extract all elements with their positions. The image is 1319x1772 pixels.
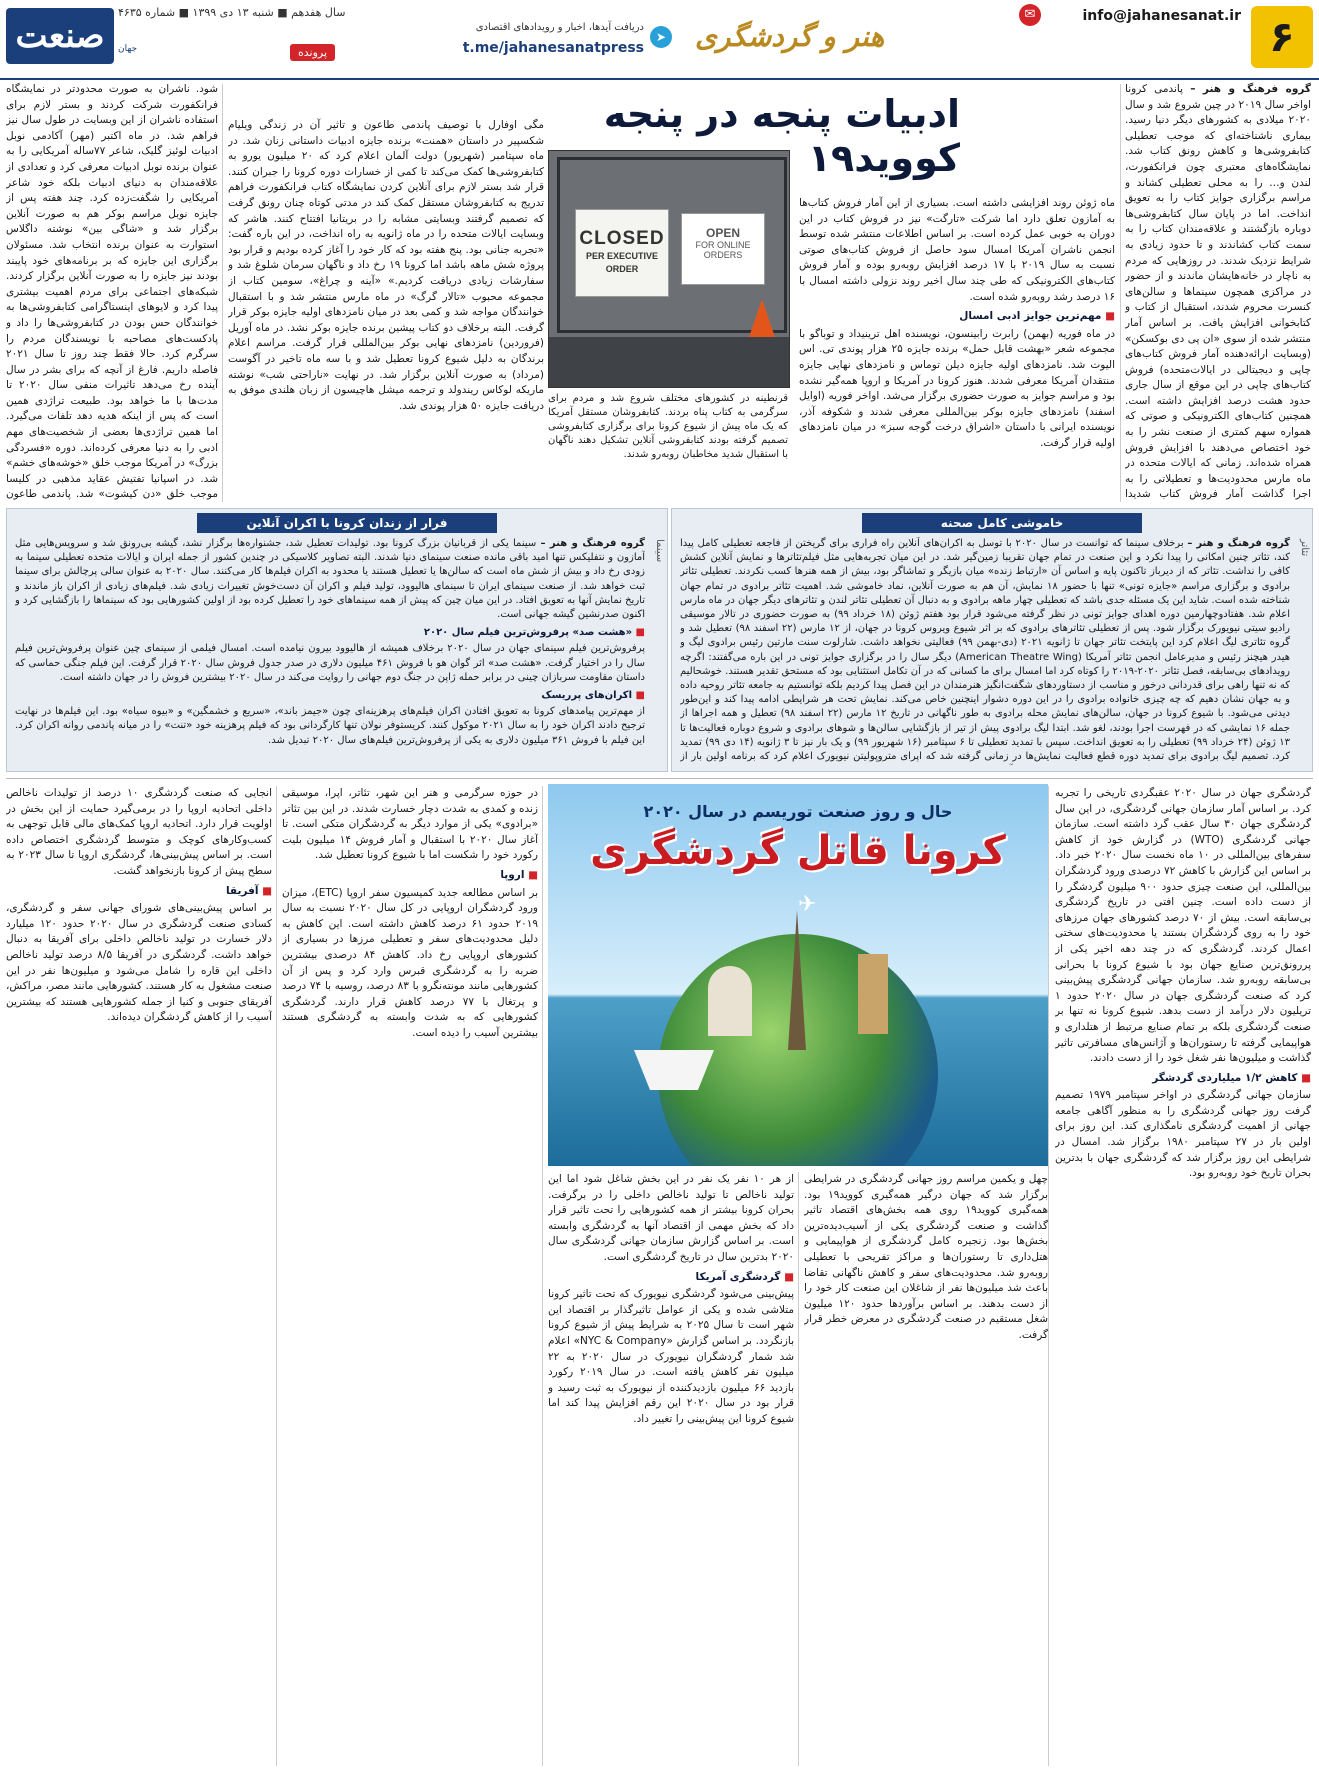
article-text-4: شود. ناشران به صورت محدودتر در نمایشگاه فرانکفورت شرکت کردند و بستر لازم برای استفاده ناشران از این وبسایت در طول سال نیز فراهم شد. در ماه اکتبر (مهر) آکادمی نوبل ادبیات لوئیز گلیک، شاعر ۷۷ساله آمریکایی را به عنوان برنده نوبل ادبیات معرفی کرد و تعدادی از علاقه‌مندان به دنیای ادبیات بلکه خود شاعر آمریکایی را شگفت‌زده کرد. چند هفته پس از جایزه نوبل مراسم بوکر هم به صورت آنلاین برگزار شد و «شاگی بین» نوشته داگلاس استوارت به عنوان برنده انتخاب شد. مسئولان برگزاری این جایزه که بر برنامه‌های خود پایبند بودند نیز جایزه را به صورت آنلاین برگزار کردند. شبکه‌های اجتماعی برای مردم اهمیت بیشتری پیدا کرد و لایوهای اینستاگرامی کتابفروشی‌ها به خوانندگان حس بودن در کتابفروشی‌ها را داد و پادکست‌های مصاحبه با نویسندگان مردم را سرگرم کرد. حالا فقط چند روز تا سال ۲۰۲۱ فاصله داریم. فارغ از آنچه که برای بشر در سال آینده رخ می‌دهد تاثیرات منفی سال ۲۰۲۰ تا مدت‌ها با ما خواهد بود. طبیعت تراژدی همین است که پس از اینکه هدیه دهد تلفات می‌گیرد. اما همین تراژدی‌ها بعضی از شخصیت‌های مهم ادبی را به دنیا معرفی کرده‌اند. دوره «فسردگی بزرگ» در آمریکا موجب خلق «خوشه‌های خشم» شد. در اسپانیا تفتیش عقاید مذهبی در کلیسا موجب خلق «دن کیشوت» شد. پاندمی طاعون	[6, 83, 218, 501]
telegram-icon: ➤	[650, 26, 672, 48]
tourism-subheading-america: ■ گردشگری آمریکا	[548, 1270, 794, 1286]
article-column-4	[6, 82, 218, 502]
column-divider	[542, 786, 543, 1766]
issue-info: سال هفدهم ■ شنبه ۱۳ دی ۱۳۹۹ ■ شماره ۴۶۳۵	[118, 6, 346, 19]
cinema-subheading-1: ■ «هشت صد» پرفروش‌ترین فیلم سال ۲۰۲۰	[15, 626, 645, 640]
article-text-1: پاندمی کرونا اواخر سال ۲۰۱۹ در چین شروع شد و سال ۲۰۲۰ میلادی به کشورهای دیگر دنیا رسید. بیماری ناشناخته‌ای که موجب تعطیلی کتابفروشی‌ها و کاهش رونق کتاب شد. نمایشگاه‌های معتبری چون فرانکفورت، لندن و… را به محلی تعطیلی کشاند و مراسم برگزاری جوایز کتاب را به تعویق انداخت. اما در پایان سال کتابفروشی‌ها دوباره بازگشتند و علاقه‌مندان کتاب را به سمت کتاب کشاندند و تا حدود زیادی به شرایط نزدیک شدند. در روزهایی که مردم به ناچار در خانه‌هایشان ماندند و از حضور در مراکزی همچون سینماها و سالن‌های کنسرت محروم شدند، استقبال از کتاب و کتابخوانی افزایش یافت. بر اساس آمار منتشر شده از سوی «ان پی دی بوکسکن» (وبسایت ارائه‌دهنده آمار فروش کتاب‌های چاپی و دیجیتالی در ایالات‌متحده) فروش کتاب‌های چاپی در این موقع از سال جاری حدود هشت درصد افزایش داشته است. همچنین کتاب‌های الکترونیکی و صوتی که همواره سهم کمتری از صنعت نشر را به خود اختصاص می‌دهند با افزایش فروش همراه شده‌اند. زمانی که ایالات متحده در ماه مارس محدودیت‌ها و تعطیلاتی را به اجرا گذاشت آمار فروش کتاب شدیدا	[1125, 83, 1311, 501]
tourism-text-4b: بر اساس مطالعه جدید کمیسیون سفر اروپا (ETC)، میزان ورود گردشگران اروپایی در کل سال ۲۰۲۰ نسبت به سال ۲۰۱۹ حدود ۶۱ درصد کاهش داشته است. این کاهش به دلیل محدودیت‌های سفر و تعطیلی مرزها در بسیاری از کشورهای اروپایی رخ داد. کاهش ۸۴ درصدی بیشترین ضربه را به گردشگری قبرس وارد کرد و پس از آن کشورهایی مانند مونته‌نگرو با ۸۳ درصد، روسیه با ۷۴ درصد و پرتغال با ۷۷ درصد کاهش قرار دارند. گردشگری کشورهایی که به شدت وابسته به گردشگری هستند بیشترین آسیب را دیده است.	[282, 886, 538, 1039]
closed-store-photo	[548, 150, 790, 388]
closed-sign-subtitle: PER EXECUTIVE ORDER	[585, 251, 659, 274]
column-divider	[276, 786, 277, 1766]
tourism-banner	[548, 784, 1048, 1166]
cinema-text: سینما یکی از قربانیان بزرگ کرونا بود. تولیدات تعطیل شد، جشنواره‌ها برگزار نشد، گیشه بی‌رونق شد و سرویس‌هایی مثل آمازون و نتفلیکس تنها امید باقی مانده صنعت سینمای دنیا شدند. البته تصاویر کلاسیکی در چندین کشور از جمله ایران و ایالات متحده تعطیلی سینما به زودی رخ داد و بیش از شش ماه است که سالن‌ها یا تعطیل هستند یا محدود به اکران فیلم‌ها کار می‌کنند. سال ۲۰۲۰ به عنوان سالی پرچالش برای سینما ثبت خواهد شد. از صنعت سینمای ایران تا سینمای هالیوود، تولید فیلم و اکران آن دست‌خوش تغییرات زیادی شد. فیلم‌های زیادی از اکران باز ماندند و تاریخ نمایش آنها به تعویق افتاد. در این میان چین که پیش از همه سینماهای خود را تعطیل کرده بود از اولین کشورهایی بود که سینماها را بازگشایی کرد و اکنون صدرنشین گیشه جهانی است.	[15, 538, 645, 621]
banner-title: کرونا قاتل گردشگری	[590, 828, 1006, 874]
landmark-illustration	[858, 954, 888, 1034]
main-headline: ادبیات پنجه در پنجه کووید۱۹	[603, 92, 960, 180]
article-column-1	[1125, 82, 1311, 502]
tourism-subheading-europe: ■ اروپا	[282, 868, 538, 884]
open-sign-title: OPEN	[705, 226, 740, 240]
tourism-column-4	[282, 786, 538, 1766]
article-column-3	[228, 118, 544, 502]
theatre-box-title: خاموشی کامل صحنه	[862, 513, 1142, 533]
email-icon: ✉	[1019, 4, 1041, 26]
tourism-text-4: در حوزه سرگرمی و هنر این شهر، تئاتر، اپرا، موسیقی زنده و کمدی به شدت دچار خسارت شدند. در این بین تئاتر «برادوی» یکی از موارد دیگر به گردشگران متکی است. تا آغاز سال ۲۰۲۰ با استقبال و آمار فروش ۱۴ میلیون بلیت رکورد خود را شکست اما با شیوع کرونا تعطیل شد.	[282, 787, 538, 862]
column-divider	[798, 1172, 799, 1766]
tourism-subheading-africa: ■ آفریقا	[6, 884, 272, 900]
closed-sign-title: CLOSED	[579, 228, 665, 249]
tourism-text-1: گردشگری جهان در سال ۲۰۲۰ عقبگردی تاریخی را تجربه کرد. بر اساس آمار سازمان جهانی گردشگری، در این سال گردشگری جهان ۳۰ سال عقب گرد داشته است. سازمان جهانی گردشگری (WTO) در گزارش خود از کاهش سفرهای بین‌المللی در ۱۰ ماه نخست سال ۲۰۲۰ خبر داد. بر اساس این گزارش با کاهش ۷۲ درصدی ورود گردشگران بین‌المللی، این صنعت چیزی حدود ۹۰۰ میلیون گردشگر را از دست داده است. چنین افتی در تاریخ گردشگری بی‌سابقه است. بیش از ۷۰ درصد کشورهای جهان مرزهای خود را به روی گردشگران بستند یا محدودیت‌های سختی اعمال کردند. گردشگری که در چند دهه اخیر یکی از پررونق‌ترین صنایع جهان بود با شیوع کرونا با بحرانی بی‌سابقه روبه‌رو شد. سازمان جهانی گردشگری پیش‌بینی کرد که صنعت گردشگری جهان در سال ۲۰۲۰ حدود ۱ تریلیون دلار درآمد از دست بدهد. شیوع کرونا نه تنها بر صنعت گردشگری بلکه بر تمام صنایع مرتبط از هتلداری و هواپیمایی گرفته تا رستوران‌ها و آژانس‌های مسافرتی تاثیر گذاشت و میلیون‌ها نفر شغل خود را از دست دادند.	[1055, 787, 1311, 1065]
open-sign-subtitle: FOR ONLINE ORDERS	[695, 240, 751, 260]
side-boxes	[0, 508, 1319, 774]
theatre-box	[671, 508, 1313, 772]
subheading-literary-awards: ■ مهم‌ترین جوایز ادبی امسال	[799, 309, 1115, 325]
telegram-text: دریافت آیدها، اخبار و رویدادهای اقتصادی	[475, 22, 644, 33]
tourism-text-5: انجایی که صنعت گردشگری ۱۰ درصد از تولیدات ناخالص داخلی اتحادیه اروپا را در برمی‌گیرد حمایت از این بخش در اولویت قرار دارد. اتحادیه اروپا کمک‌های مالی قابل توجهی به کسب‌وکارهای کوچک و متوسط گردشگری اختصاص داده است. بر اساس پیش‌بینی‌ها، گردشگری اروپا تا سال ۲۰۲۳ به سطح پیش از کرونا بازنخواهد گشت.	[6, 787, 272, 877]
tourism-text-2: چهل و یکمین مراسم روز جهانی گردشگری در شرایطی برگزار شد که جهان درگیر همه‌گیری کووید۱۹ بود. همه‌گیری کووید۱۹ روی همه بخش‌های اقتصاد تاثیر گذاشت و صنعت گردشگری یکی از آسیب‌دیده‌ترین بخش‌ها بود. زنجیره کامل گردشگری از هواپیمایی و هتل‌داری تا رستوران‌ها و مراکز تفریحی با تعطیلی روبه‌رو شد. محدودیت‌های سفر و کاهش ناگهانی تقاضا باعث شد میلیون‌ها نفر از شاغلان این صنعت کار خود را از دست بدهند. بر اساس برآوردها حدود ۱۲۰ میلیون شغل مستقیم در صنعت گردشگری در معرض خطر قرار گرفت.	[804, 1173, 1048, 1341]
tourism-column-2	[804, 1172, 1048, 1766]
page-number: ۶	[1251, 6, 1313, 68]
theatre-text: برخلاف سینما که توانست در سال ۲۰۲۰ با توسل به اکران‌های آنلاین راه فراری برای گریختن از فاجعه تعطیلی کامل پیدا کند، تئاتر چنین امکانی را پیدا نکرد و این صنعت در تمام جهان تقریبا زمین‌گیر شد. در این میان تجربه‌هایی مثل فیلم‌تئاترها و نمایش آنلاین کشش کافی را نداشت. تئاتر که از دیرباز تاکنون پایه و اساس آن «ارتباط زنده» میان بازیگر و تماشاگر بود، بیش از همه هنرها کسب نکردند. تعطیلی تئاتر برادوی و برگزاری مراسم «جایزه تونی» تنها با حضور ۱۸ نمایش، آن هم به صورت آنلاین، نماد خاموشی شد. اهمیت تئاتر برادوی در تمام جهان شناخته شده است. شاید این یک مسئله جدی باشد که تعطیلی چهار ماهه برادوی و به دنبال آن تعطیلی تئاتر لندن و تئاترهای دیگر جهان در ماه مارس اعلام شد. هفتادوچهارمین دوره اهدای جوایز تونی در نظر گرفته می‌شود قرار بود هفتم ژوئن (۱۸ خرداد ۹۹) به صورت حضوری در تالار موسیقی رادیو سیتی نیویورک برگزار شود. پس از تعطیلی تئاترهای برادوی که بر اثر شیوع ویروس کرونا در جهان، از ۱۲ مارس (۲۲ اسفند ۹۸) تعطیل شد و گروه تئاتری لیگ اعلام کرد این پایتخت تئاتر جهان تا ژانویه ۲۰۲۱ (دی-بهمن ۹۹) فعالیتی نخواهد داشت. شارلوت سنت مارتین رئیس برادوی لیگ و هیدر هیچنز رئیس و مدیرعامل انجمن تئاتر آمریکا (American Theatre Wing) دیگر سال را در برگزاری جوایز تونی در این باره می‌گفتند: اگرچه رویدادهای بی‌سابقه، فصل تئاتر ۲۰۲۰-۲۰۱۹ را کوتاه کرد اما امسال برای ما کسانی که در آن تکامل استثنایی بود که مستحق تقدیر هستند. خوشحالیم که نه تنها راهی برای قدردانی درخور و مناسب از دستاوردهای شگفت‌انگیز هنرمندان در این فصل پیدا کردیم بلکه توانستیم به جامعه تئاتر روحیه داده و به جهان نشان دهیم که چه چیزی خانواده برادوی را در این دوره دشوار اینچنین خاص می‌کند. نمایش تحت هر شرایطی ادامه پیدا کند و این‌طور دیدنی می‌شود. با شیوع کرونا در جهان، سالن‌های نمایش محله برادوی به طور ناگهانی در تاریخ ۱۲ مارس (۲۲ اسفند ۹۸) تعطیل و همه اجراها از جمله ۱۶ نمایشی که در فهرست اجرا بودند، لغو شد. ابتدا لیگ برادوی پیش از تیر از بازگشایی سالن‌ها و شوهای برادوی و شروع دوباره فعالیت‌ها تا ۱۳ ژوئن (۲۴ خرداد ۹۹) تعطیلی را به تعویق انداخت. سپس با تمدید تعطیلی تا ۶ سپتامبر (۱۶ شهریور ۹۹) و یک بار نیز تا ۳ ژانویه (۱۴ دی ۹۹) تمدید کرد. تصمیم لیگ برادوی برای تمدید دوره قطع فعالیت نمایش‌ها در زمانی گرفته شد که اپرای متروپولیتن نیویورک اعلام کرد که برنامه اولین بار از	[680, 538, 1290, 763]
section-logo: هنر و گردشگری	[695, 20, 885, 53]
sidewalk	[549, 337, 789, 387]
cinema-text-3: از مهم‌ترین پیامدهای کرونا به تعویق افتادن اکران فیلم‌های پرهزینه‌ای چون «جیمز باند»، «سریع و خشمگین» و «بیوه سیاه» بود. این فیلم‌ها در نهایت ترجیح دادند اکران خود را به سال ۲۰۲۱ موکول کنند. کریستوفر نولان تنها کارگردانی بود که فیلم پرهزینه خود «تنت» را در میانه پاندمی روانه اکران کرد. این فیلم با فروش ۳۶۱ میلیون دلاری به یکی از پرفروش‌ترین فیلم‌های سال ۲۰۲۰ تبدیل شد.	[15, 706, 645, 746]
email-address[interactable]: info@jahanesanat.ir	[1082, 8, 1241, 24]
dossier-badge: پرونده	[290, 44, 335, 61]
tourism-text-3: از هر ۱۰ نفر یک نفر در این بخش شاغل شود اما این تولید ناخالص تا تولید ناخالص داخلی را در برگرفت. بحران کرونا بیشتر از همه کشورهایی را تحت تاثیر قرار داد که بخش مهمی از اقتصاد آنها به گردشگری وابسته است. بر اساس گزارش سازمان جهانی گردشگری سال ۲۰۲۰ بدترین سال در تاریخ گردشگری است.	[548, 1173, 794, 1263]
cinema-lead: گروه فرهنگ و هنر –	[540, 538, 645, 549]
section-divider	[6, 778, 1313, 779]
column-divider	[1048, 786, 1049, 1766]
cinema-box	[6, 508, 668, 772]
column-divider	[222, 84, 223, 502]
theatre-side-label: تئاتر	[1299, 539, 1310, 557]
cinema-text-2: پرفروش‌ترین فیلم سینمای جهان در سال ۲۰۲۰ برخلاف همیشه از هالیوود بیرون نیامده است. امسال فیلمی از سینمای چین عنوان پرفروش‌ترین فیلم سال را در اختیار گرفت. «هشت صد» اثر گوان هو با فروش ۴۶۱ میلیون دلاری در صدر جدول فروش سال ۲۰۲۰ قرار گرفت. این فیلم جنگی حماسی که داستان مقاومت سربازان چینی در برابر حمله ژاپن در جنگ دوم جهانی را روایت می‌کند در سال ۲۰۲۰ بیشترین فروش را در جهان داشته است.	[15, 643, 645, 683]
tourism-column-3	[548, 1172, 794, 1766]
tourism-text-3b: پیش‌بینی می‌شود گردشگری نیویورک که تحت تاثیر کرونا متلاشی شده و یکی از عوامل تاثیرگذار بر اقتصاد این شهر است تا سال ۲۰۲۵ به شرایط پیش از شیوع کرونا بازنگردد. بر اساس گزارش «NYC & Company» اعلام شد شمار گردشگران نیویورک در سال ۲۰۲۰ به ۲۲ میلیون نفر کاهش یافته است. در سال ۲۰۱۹ رکورد بازدید ۶۶ میلیون بازدیدکننده از نیویورک به ثبت رسید و قرار بود در سال ۲۰۲۰ این رقم افزایش پیدا کند اما شیوع کرونا این پیش‌بینی را تغییر داد.	[548, 1288, 794, 1425]
open-sign	[681, 213, 765, 285]
page-header	[0, 0, 1319, 80]
cinema-box-text	[15, 537, 645, 765]
dome-illustration	[708, 966, 752, 1036]
article-text-2: ماه ژوئن روند افزایشی داشته است. بسیاری از این آمار فروش کتاب‌ها به آمازون تعلق دارد اما شرکت «تارگت» نیز در فروش کتاب در این دوران به خوبی عمل کرده است. بر اساس اطلاعات منتشر شده توسط انجمن ناشران آمریکا امسال سود حاصل از فروش کتاب‌های صوتی نسبت به سال ۲۰۱۹ با ۱۷ درصد افزایش روبه‌رو بوده و آمار فروش کتاب‌های الکترونیکی که طی چند سال اخیر روند نزولی داشته امسال با ۱۶ درصد رشد روبه‌رو شده است.	[799, 197, 1115, 303]
article-lead: گروه فرهنگ و هنر –	[1190, 83, 1311, 95]
banner-kicker: حال و روز صنعت توریسم در سال ۲۰۲۰	[643, 802, 953, 821]
closed-sign	[575, 209, 669, 297]
theatre-lead: گروه فرهنگ و هنر –	[1187, 538, 1290, 549]
tourism-text-1b: سازمان جهانی گردشگری در اواخر سپتامبر ۱۹۷۹ تصمیم گرفت روز جهانی گردشگری را به منظور آگاهی جامعه جهانی از اهمیت گردشگری نامگذاری کند. این روز برای اولین بار در ۲۷ سپتامبر ۱۹۸۰ برگزار شد. امسال در شرایطی این روز برگزار شد که گردشگری جهان با بدترین بحران تاریخ خود روبه‌رو بود.	[1055, 1089, 1311, 1180]
article-column-2	[799, 196, 1115, 502]
tourism-subheading-1: ■ کاهش ۱/۲ میلیاردی گردشگر	[1055, 1071, 1311, 1087]
cinema-side-label: سینما	[654, 539, 665, 563]
tourism-column-5	[6, 786, 272, 1766]
column-divider	[1120, 84, 1121, 502]
tourism-column-1	[1055, 786, 1311, 1766]
article-text-3: مگی اوفارل با توصیف پاندمی طاعون و تاثیر آن در زندگی ویلیام شکسپیر در داستان «همنت» برنده جایزه ادبیات داستانی زنان شد. در ماه سپتامبر (شهریور) دولت آلمان اعلام کرد که ۲۰ میلیون یورو به کتابفروشی‌ها کمک می‌کند تا کمی از خسارات دوره کرونا را جبران کنند. قرار شد بستر لازم برای آنلاین کردن نمایشگاه کتاب فرانکفورت فراهم تدریج به کتابفروشان مستقل کمک کند در مدتی کوتاه چنان رونق گرفت که تصمیم گرفتند وبسایتی مشابه را در بریتانیا افتتاح کنند. هاشر که وبسایت ایالات متحده را در ماه ژانویه به راه انداخت، در این باره گفت: «تجربه جنانی بود. پنج هفته بود که کار خود را آغاز کرده بودیم و قرار بود پروژه شش ماهه باشد اما کرونا ۱۹ رخ داد و ناگهان سرمان شلوغ شد و سفارشات زیادی دریافت کردیم.» «آینه و چراغ»، سومین کتاب از مجموعه محبوب «تالار گرگ» در ماه مارس منتشر شد و با استقبال خوانندگان مواجه شد و کمی بعد در میان نامزدهای اولیه جایزه بوکر قرار گرفت. البته برخلاف دو کتاب پیشین برنده جایزه بوکر نشد. در ماه آوریل (فروردین) نامزدهای نهایی بوکر بین‌المللی قرار گرفت. مراسم اعلام برندگان به دلیل شیوع کرونا تعطیل شد و با سه ماه تاخیر در آگوست (مرداد) به صورت آنلاین برگزار شد. در نهایت «ناراحتی شب» نوشته ماریکه لوکاس ریندولد و ترجمه میشل هاچیسون از زبان هلندی موفق به دریافت جایزه ۵۰ هزار پوندی شد.	[228, 119, 544, 412]
telegram-promo	[432, 18, 672, 70]
photo-caption: قرنطینه در کشورهای مختلف شروع شد و مردم برای سرگرمی به کتاب پناه بردند. کتابفروشان مستقل آمریکا که یک ماه پیش از شیوع کرونا برای برگزاری کتابفروشی تصمیم گرفته بودند کتابفروشی آنلاین تشکیل دهند ناگهان با استقبال شدید مخاطبان روبه‌رو شدند.	[548, 393, 788, 460]
theatre-box-text	[680, 537, 1290, 765]
article-text-2b: در ماه فوریه (بهمن) رابرت رابینسون، نویسنده اهل ترینیداد و توباگو با مجموعه شعر «بهشت قابل حمل» برنده جایزه ۲۵ هزار پوندی تی. اس الیوت شد. نامزدهای اولیه جایزه دیلن توماس و نامزدهای نهایی جایزه منتقدان آمریکا معرفی شدند. هنوز کرونا در آمریکا و اروپا همه‌گیر نشده بود و مراسم جوایز به صورت حضوری برگزار می‌شد. اواخر فوریه (اوایل اسفند) نامزدهای جایزه بوکر بین‌المللی معرفی شدند و شکوفه آذر، نویسنده ایرانی با داستان «اشراق درخت گوجه سبز» در میان نامزدهای اولیه قرار گرفت.	[799, 327, 1115, 449]
airplane-icon: ✈	[798, 892, 817, 917]
cinema-box-title: فرار از زندان کرونا با اکران آنلاین	[197, 513, 497, 533]
tourism-text-5b: بر اساس پیش‌بینی‌های شورای جهانی سفر و گردشگری، کسادی صنعت گردشگری در سال ۲۰۲۰ حدود ۱۲۰ میلیارد دلار خسارت در تولید ناخالص داخلی برای آفریقا به دنبال خواهد داشت. گردشگری در آفریقا ۸/۵ درصد تولید ناخالص داخلی این قاره را شامل می‌شود و میلیون‌ها نفر در این صنعت مشغول به کار هستند. کشورهایی مانند مصر، مراکش، آفریقای جنوبی و کنیا از جمله کشورهایی هستند که بیشترین آسیب را از کاهش گردشگران دیده‌اند.	[6, 902, 272, 1024]
telegram-link[interactable]: t.me/jahanesanatpress	[462, 40, 644, 56]
masthead-sub: جهان	[118, 44, 138, 54]
masthead-logo: صنعت	[6, 8, 114, 64]
cinema-subheading-2: ■ اکران‌های پرریسک	[15, 689, 645, 703]
